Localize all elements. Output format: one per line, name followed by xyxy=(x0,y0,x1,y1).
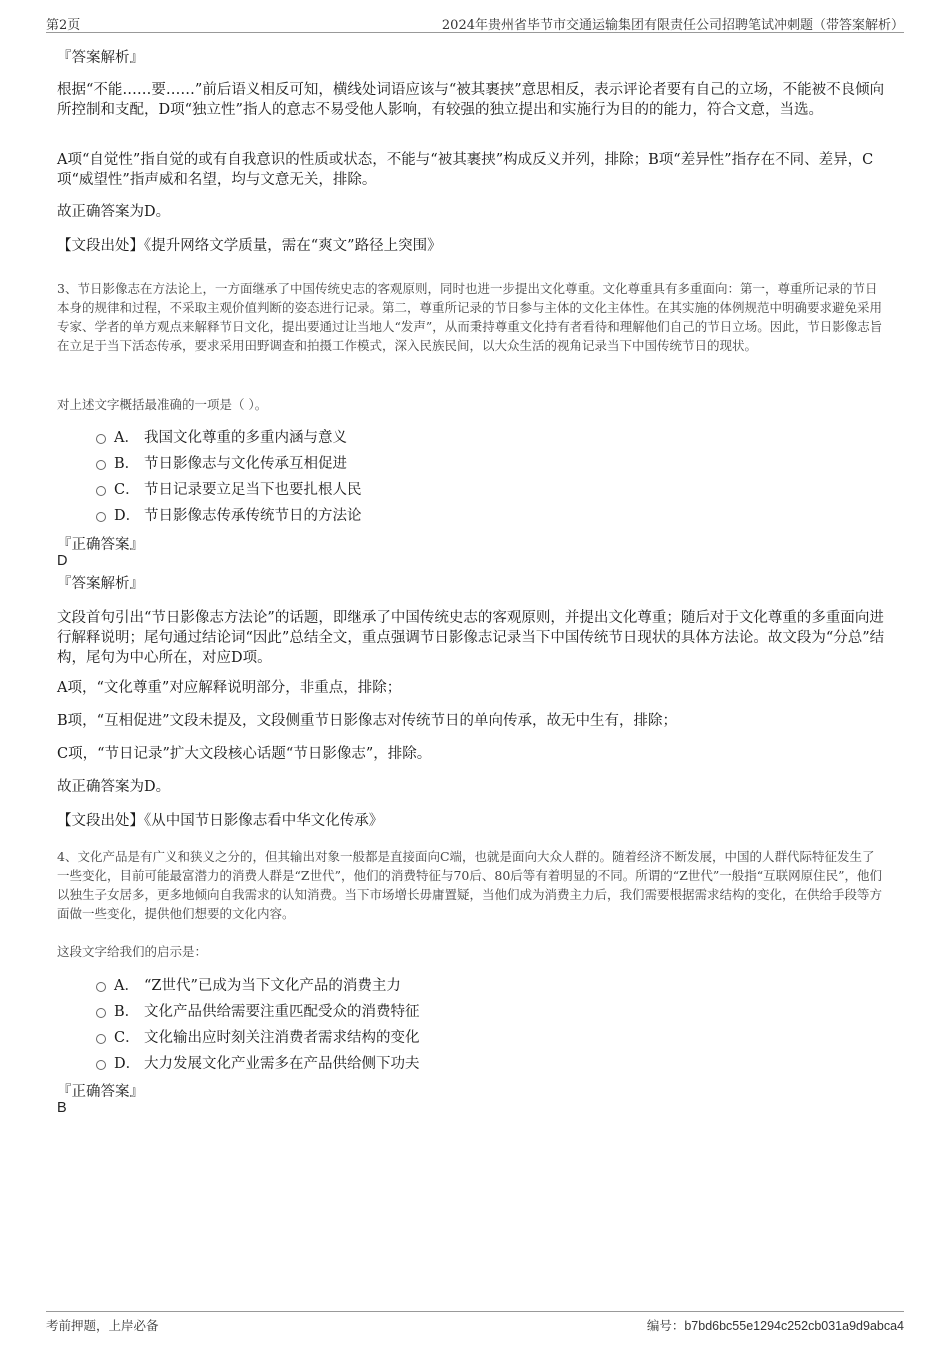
radio-icon[interactable] xyxy=(96,982,106,992)
q4-passage: 4、文化产品是有广义和狭义之分的，但其输出对象一般都是直接面向C端，也就是面向大众人群的。随着经济不断发展，中国的人群代际特征发生了一些变化，目前可能最富潜力的消费人群是“Z世代”，他们的消费特征与70后、80后等有着明显的不同。所谓的“Z世代”一般指“互联网原住民”，他们以独生子女居多，更多地倾向自我需求的认知消费。当下市场增长毋庸置疑，当他们成为消费主力后，我们需要根据需求结构的变化，在供给手段等方面做一些变化，提供他们想要的文化内容。 xyxy=(57,849,883,921)
q4-option-d[interactable]: D． 大力发展文化产业需多在产品供给侧下功夫 xyxy=(96,1054,420,1074)
q2-analysis-paragraph-2: A项“自觉性”指自觉的或有自我意识的性质或状态，不能与“被其裹挟”构成反义并列，排除；B项“差异性”指存在不同、差异，C项“威望性”指声威和名望，均与文意无关，排除。 xyxy=(57,152,874,188)
q2-analysis-paragraph: 根据“不能……要……”前后语义相反可知，横线处词语应该与“被其裹挟”意思相反，表示评论者要有自己的立场，不能被不良倾向所控制和支配，D项“独立性”指人的意志不易受他人影响，有较强的独立提出和实施行为目的的能力，符合文意，当选。 xyxy=(57,82,885,118)
radio-icon[interactable] xyxy=(96,1034,106,1044)
q3-analysis-c: C项，“节日记录”扩大文段核心话题“节日影像志”，排除。 xyxy=(57,746,432,762)
footer-slogan: 考前押题，上岸必备 xyxy=(46,1318,159,1333)
q3-option-a[interactable]: A． 我国文化尊重的多重内涵与意义 xyxy=(96,428,347,448)
q3-conclusion: 故正确答案为D。 xyxy=(57,779,171,795)
page-footer xyxy=(46,1311,904,1334)
q3-correct-answer: D xyxy=(57,553,68,569)
q4-option-c[interactable]: C． 文化输出应时刻关注消费者需求结构的变化 xyxy=(96,1028,420,1048)
page-header xyxy=(46,12,904,33)
q3-analysis-title: 『答案解析』 xyxy=(57,576,144,592)
q3-correct-title: 『正确答案』 xyxy=(57,537,144,553)
q3-passage: 3、节日影像志在方法论上，一方面继承了中国传统史志的客观原则，同时也进一步提出文化尊重。文化尊重具有多重面向：第一，尊重所记录的节日本身的规律和过程，不采取主观价值判断的姿态进行记录。第二，尊重所记录的节日参与主体的文化主体性。在其实施的体例规范中明确要求避免采用专家、学者的单方观点来解释节日文化，提出要通过让当地人“发声”，从而秉持尊重文化持有者看待和理解他们自己的节日立场。因此，节日影像志旨在立足于当下活态传承，要求采用田野调查和拍摄工作模式，深入民族民间，以大众生活的视角记录当下中国传统节日的现状。 xyxy=(57,281,883,353)
q2-analysis-title: 『答案解析』 xyxy=(57,50,144,66)
q4-correct-title: 『正确答案』 xyxy=(57,1084,144,1100)
q4-question: 这段文字给我们的启示是： xyxy=(57,944,208,959)
q2-conclusion: 故正确答案为D。 xyxy=(57,204,171,220)
q3-analysis-b: B项，“互相促进”文段未提及，文段侧重节日影像志对传统节日的单向传承，故无中生有，排除； xyxy=(57,713,677,729)
q3-option-b[interactable]: B． 节日影像志与文化传承互相促进 xyxy=(96,454,347,474)
q3-option-d[interactable]: D． 节日影像志传承传统节日的方法论 xyxy=(96,506,362,526)
document-code: 编号：b7bd6bc55e1294c252cb031a9d9abca4 xyxy=(646,1319,904,1333)
q3-source: 【文段出处】《从中国节日影像志看中华文化传承》 xyxy=(57,813,384,829)
q3-analysis-a: A项，“文化尊重”对应解释说明部分，非重点，排除； xyxy=(57,680,402,696)
document-title: 2024年贵州省毕节市交通运输集团有限责任公司招聘笔试冲刺题（带答案解析） xyxy=(441,18,904,33)
q3-option-c[interactable]: C． 节日记录要立足当下也要扎根人民 xyxy=(96,480,362,500)
radio-icon[interactable] xyxy=(96,460,106,470)
radio-icon[interactable] xyxy=(96,1060,106,1070)
radio-icon[interactable] xyxy=(96,486,106,496)
q2-source: 【文段出处】《提升网络文学质量，需在“爽文”路径上突围》 xyxy=(57,238,442,254)
radio-icon[interactable] xyxy=(96,434,106,444)
page-number: 第2页 xyxy=(46,18,81,33)
q4-option-a[interactable]: A． “Z世代”已成为当下文化产品的消费主力 xyxy=(96,976,401,996)
radio-icon[interactable] xyxy=(96,1008,106,1018)
radio-icon[interactable] xyxy=(96,512,106,522)
q4-correct-answer: B xyxy=(57,1100,67,1116)
q3-analysis-paragraph: 文段首句引出“节日影像志方法论”的话题，即继承了中国传统史志的客观原则，并提出文化尊重；随后对于文化尊重的多重面向进行解释说明；尾句通过结论词“因此”总结全文，重点强调节日影像志记录当下中国传统节日现状的具体方法论。故文段为“分总”结构，尾句为中心所在，对应D项。 xyxy=(57,610,885,666)
q3-question: 对上述文字概括最准确的一项是（ ）。 xyxy=(57,397,268,412)
q4-option-b[interactable]: B． 文化产品供给需要注重匹配受众的消费特征 xyxy=(96,1002,420,1022)
